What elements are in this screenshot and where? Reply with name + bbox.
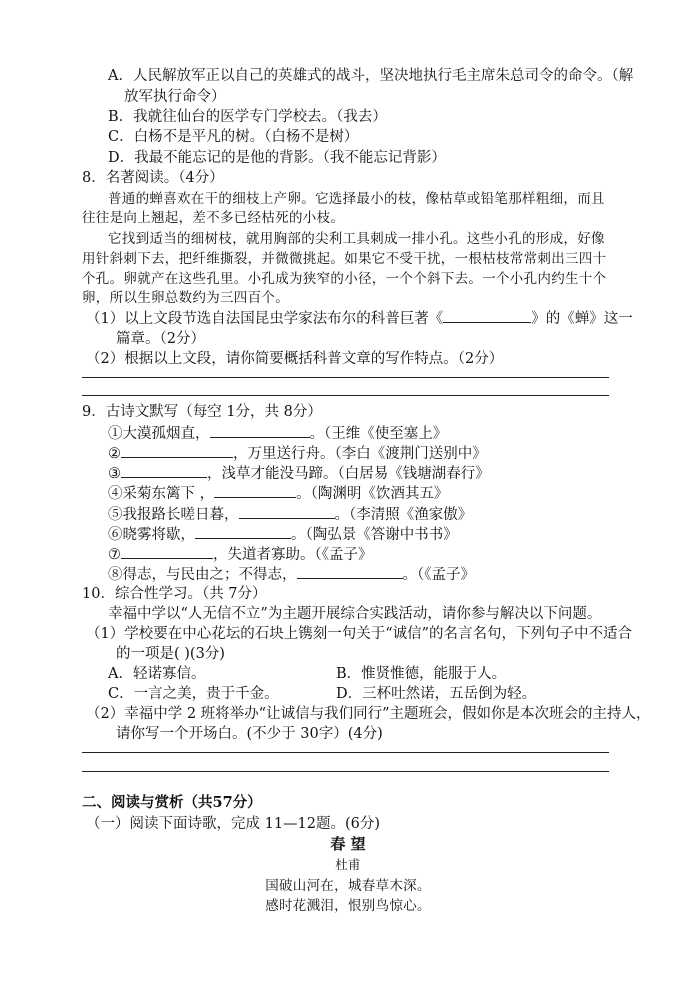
q9-item-2 [108,443,487,464]
q9-i3-blank[interactable] [121,463,207,478]
q8-answer-line-2[interactable] [82,395,609,396]
q8-answer-line-1[interactable] [82,377,609,378]
q7-option-d: D．我最不能忘记的是他的背影。（我不能忘记背影） [108,150,446,166]
q9-i7-pre: ⑦ [108,547,121,563]
q9-i8-pre: ⑧得志，与民由之；不得志， [108,567,297,583]
q8-s1-answer-blank[interactable] [443,308,531,323]
q10-answer-line-2[interactable] [82,771,609,772]
q10-title: 10．综合性学习。（共 7分） [82,586,267,602]
poem-author: 杜甫 [335,857,361,872]
q8-passage-p2-line4: 卵，所以生卵总数约为三四百个。 [82,290,289,306]
q10-option-c: C．一言之美，贵于千金。 [108,686,279,702]
q9-i2-pre: ② [108,446,121,462]
section-2-subheading: （一）阅读下面诗歌，完成 11—12题。(6分) [86,816,381,832]
q7-option-a-line1: A．人民解放军正以自己的英雄式的战斗，坚决地执行毛主席朱总司令的命令。（解 [108,68,634,84]
q9-item-1 [108,423,447,444]
q8-passage-p2-line1: 它找到适当的细树枝，就用胸部的尖利工具刺成一排小孔。这些小孔的形成，好像 [108,231,605,247]
q9-i6-blank[interactable] [195,524,291,539]
q10-subquestion-2-line1: （2）幸福中学 2 班将举办“让诚信与我们同行”主题班会，假如你是本次班会的主持人， [86,706,651,722]
q8-title: 8．名著阅读。（4分） [82,170,224,186]
poem-line-1: 国破山河在，城春草木深。 [265,878,431,894]
q9-i5-post: 。（李清照《渔家傲》 [334,507,473,523]
poem-line-2: 感时花溅泪，恨别鸟惊心。 [265,898,431,914]
q8-subquestion-1-line2: 篇章。（2分） [116,331,205,347]
q9-i1-post: 。（王维《使至塞上》 [309,426,448,442]
q9-i6-pre: ⑥晓雾将歇， [108,527,195,543]
q9-item-4 [108,483,448,504]
q10-subquestion-2-line2: 请你写一个开场白。(不少于 30字）(4分) [116,726,383,742]
q9-i8-blank[interactable] [297,564,403,579]
q7-option-a-line2: 放军执行命令） [124,89,226,105]
q7-option-b: B．我就往仙台的医学专门学校去。（我去） [108,109,387,125]
q8-s1-prefix: （1）以上文段节选自法国昆虫学家法布尔的科普巨著《 [86,311,444,327]
q10-option-d: D．三杯吐然诺，五岳倒为轻。 [336,686,537,702]
q9-i2-blank[interactable] [121,443,233,458]
q10-subquestion-1-line1: （1）学校要在中心花坛的石块上镌刻一句关于“诚信”的名言名句，下列句子中不适合 [86,626,633,642]
q9-item-5 [108,504,472,525]
q9-i3-pre: ③ [108,466,121,482]
q8-s1-suffix: 》的《蝉》这一 [531,311,633,327]
q8-subquestion-1 [86,308,633,329]
q9-i5-pre: ⑤我报路长嗟日暮， [108,507,239,523]
q9-i8-post: 。（《孟子》 [402,567,475,583]
q9-title: 9．古诗文默写（每空 1分，共 8分） [82,404,322,420]
q9-item-6 [108,524,458,545]
q9-i5-blank[interactable] [239,504,335,519]
q9-i7-blank[interactable] [121,544,213,559]
poem-title: 春 望 [330,835,366,853]
q9-i4-post: 。（陶渊明《饮酒其五》 [296,486,449,502]
q10-option-b: B．惟贤惟德，能服于人。 [336,666,507,682]
q10-subquestion-1-line2: 的一项是( )(3分) [116,646,225,662]
q9-i4-pre: ④采菊东篱下 ， [108,486,215,502]
section-2-heading: 二、阅读与赏析（共57分） [82,794,262,811]
q9-i6-post: 。（陶弘景《答谢中书书》 [291,527,458,543]
q9-i2-post: ，万里送行舟。（李白《渡荆门送别中》 [233,446,487,462]
q9-i7-post: ，失道者寡助。（《孟子》 [213,547,373,563]
q8-passage-p1-line2: 往往是向上翘起，差不多已经枯死的小枝。 [82,210,345,226]
q9-item-7 [108,544,373,565]
q9-i4-blank[interactable] [214,483,296,498]
q10-intro: 幸福中学以“人无信不立”为主题开展综合实践活动，请你参与解决以下问题。 [108,606,602,622]
q10-answer-line-1[interactable] [82,752,609,753]
q9-i1-blank[interactable] [210,423,310,438]
q8-passage-p1-line1: 普通的蝉喜欢在干的细枝上产卵。它选择最小的枝，像枯草或铅笔那样粗细，而且 [108,191,605,207]
q9-item-8 [108,564,475,585]
q8-subquestion-2: （2）根据以上文段，请你简要概括科普文章的写作特点。（2分） [86,351,504,367]
q8-passage-p2-line3: 个孔。卵就产在这些孔里。小孔成为狭窄的小径，一个个斜下去。一个小孔内约生十个 [82,271,607,287]
q7-option-c: C．白杨不是平凡的树。（白杨不是树） [108,129,359,145]
q9-i3-post: ，浅草才能没马蹄。（白居易《钱塘湖春行》 [207,466,490,482]
q9-i1-pre: ①大漠孤烟直， [108,426,210,442]
q8-passage-p2-line2: 用针斜刺下去，把纤维撕裂，并微微挑起。如果它不受干扰，一根枯枝常常刺出三四十 [82,251,607,267]
q10-option-a: A．轻诺寡信。 [108,666,206,682]
q9-item-3 [108,463,490,484]
